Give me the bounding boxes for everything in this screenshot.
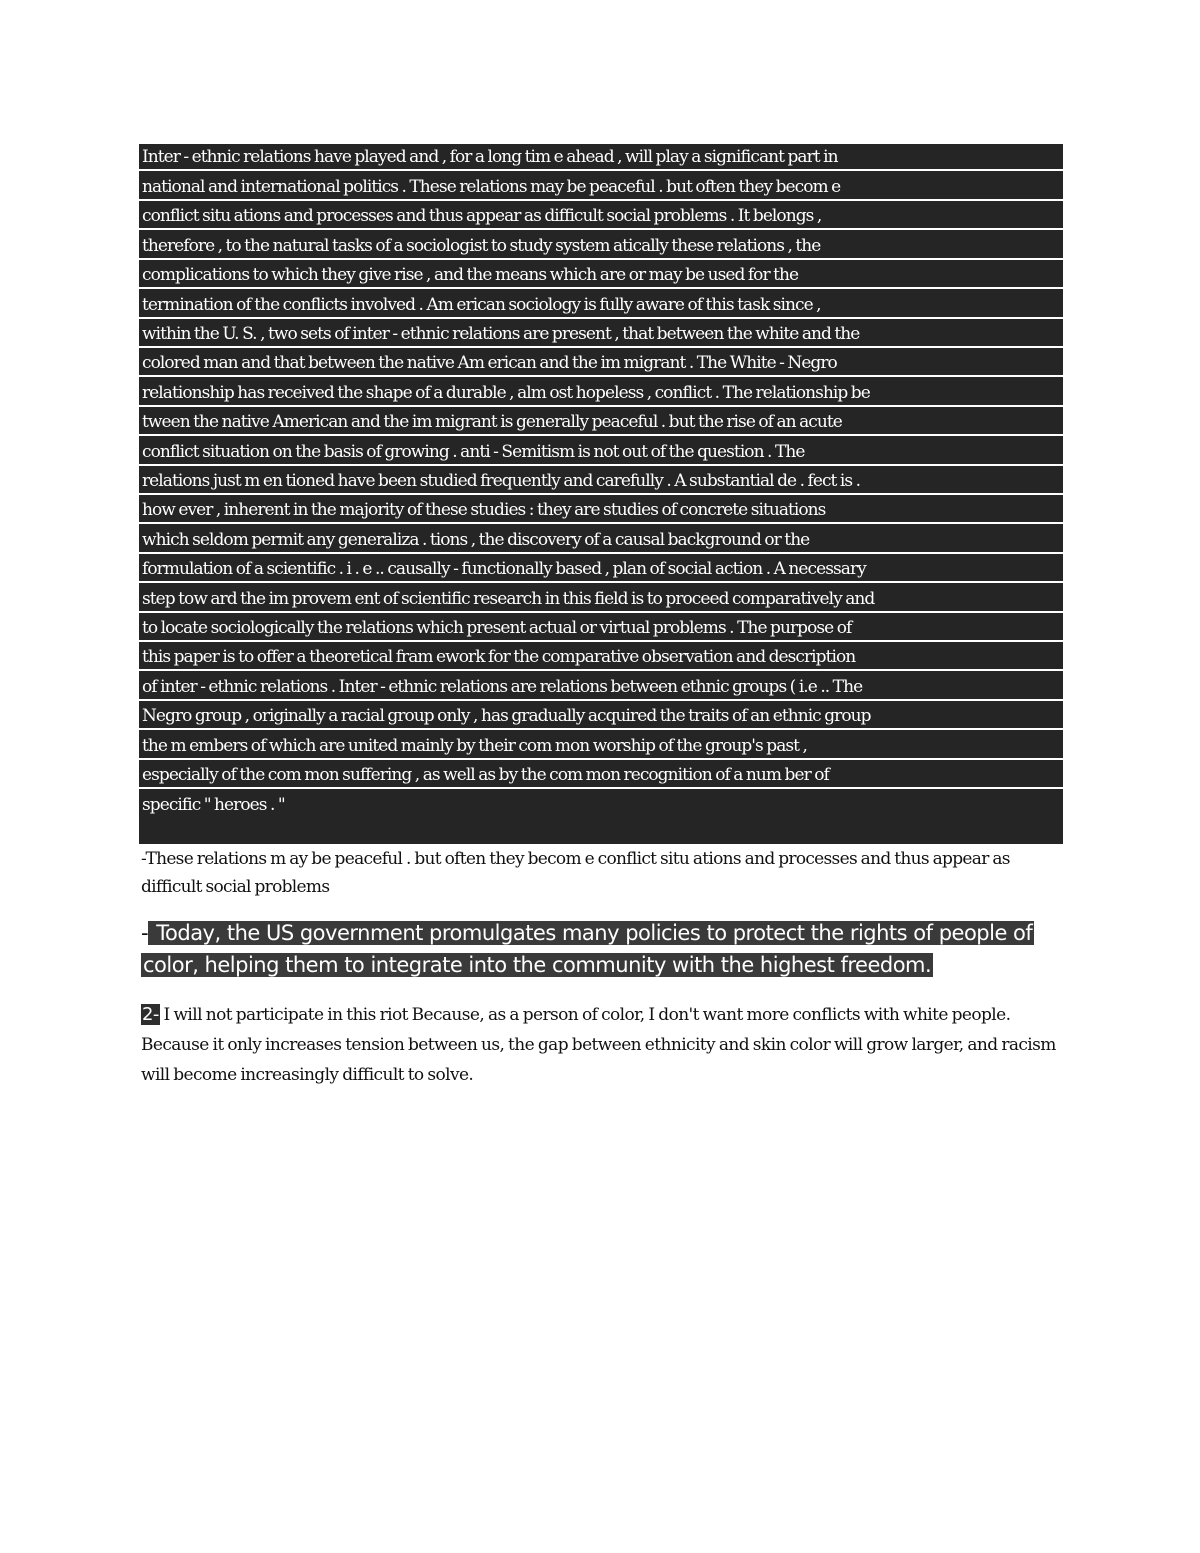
passage-line: conflict situ ations and processes and thus appear as difficult social problems . It belongs ,	[139, 203, 1063, 230]
passage-line: to locate sociologically the relations which present actual or virtual problems . The purpose of	[139, 615, 1063, 642]
passage-line: formulation of a scientific . i . e .. causally - functionally based , plan of social action . A necessary	[139, 556, 1063, 583]
passage-line: termination of the conflicts involved . Am erican sociology is fully aware of this task since ,	[139, 292, 1063, 319]
passage-line: Inter - ethnic relations have played and , for a long tim e ahead , will play a significant part in	[139, 144, 1063, 171]
passage-line: tween the native American and the im migrant is generally peaceful . but the rise of an acute	[139, 409, 1063, 436]
passage-line: how ever , inherent in the majority of these studies : they are studies of concrete situations	[139, 497, 1063, 524]
answer-two-number: 2-	[142, 1004, 159, 1025]
passage-line: which seldom permit any generaliza . tions , the discovery of a causal background or the	[139, 527, 1063, 554]
passage-line: conflict situation on the basis of growing . anti - Semitism is not out of the question . The	[139, 439, 1063, 466]
passage-line: especially of the com mon suffering , as well as by the com mon recognition of a num ber of	[139, 762, 1063, 789]
passage-line: national and international politics . These relations may be peaceful . but often they becom e	[139, 174, 1063, 201]
summary-paragraph: -These relations m ay be peaceful . but often they becom e conflict situ ations and processes and thus appear as difficult social problems	[141, 849, 1010, 897]
answer-two-text: I will not participate in this riot Because, as a person of color, I don't want more conflicts with white people. Because it only increases tension between us, the gap between ethnicity and skin color will grow larger, and racism will become increasingly difficult to solve.	[141, 1005, 1056, 1085]
passage-line: therefore , to the natural tasks of a sociologist to study system atically these relations , the	[139, 233, 1063, 260]
passage-line: relationship has received the shape of a durable , alm ost hopeless , conflict . The relationship be	[139, 380, 1063, 407]
answer-one-line-1: Today, the US government promulgates many policies to protect the rights of people of	[150, 921, 1033, 945]
passage-line: Negro group , originally a racial group only , has gradually acquired the traits of an ethnic group	[139, 703, 1063, 730]
passage-line: the m embers of which are united mainly by their com mon worship of the group's past ,	[139, 733, 1063, 760]
passage-line: complications to which they give rise , and the means which are or may be used for the	[139, 262, 1063, 289]
passage-line: this paper is to offer a theoretical fram ework for the comparative observation and description	[139, 644, 1063, 671]
passage-line: within the U. S. , two sets of inter - ethnic relations are present , that between the white and the	[139, 321, 1063, 348]
passage-line: relations just m en tioned have been studied frequently and carefully . A substantial de . fect is .	[139, 468, 1063, 495]
answer-one-line-2: color, helping them to integrate into the community with the highest freedom.	[143, 953, 932, 977]
answer-one-paragraph	[141, 917, 1041, 981]
passage-line: specific " heroes . "	[142, 795, 285, 815]
passage-line: colored man and that between the native Am erican and the im migrant . The White - Negro	[139, 350, 1063, 377]
answer-two-paragraph	[141, 1000, 1071, 1090]
passage-line: of inter - ethnic relations . Inter - ethnic relations are relations between ethnic groups ( i.e .. The	[139, 674, 1063, 701]
answer-one-dash: -	[141, 921, 149, 945]
passage-line: step tow ard the im provem ent of scientific research in this field is to proceed comparatively and	[139, 586, 1063, 613]
